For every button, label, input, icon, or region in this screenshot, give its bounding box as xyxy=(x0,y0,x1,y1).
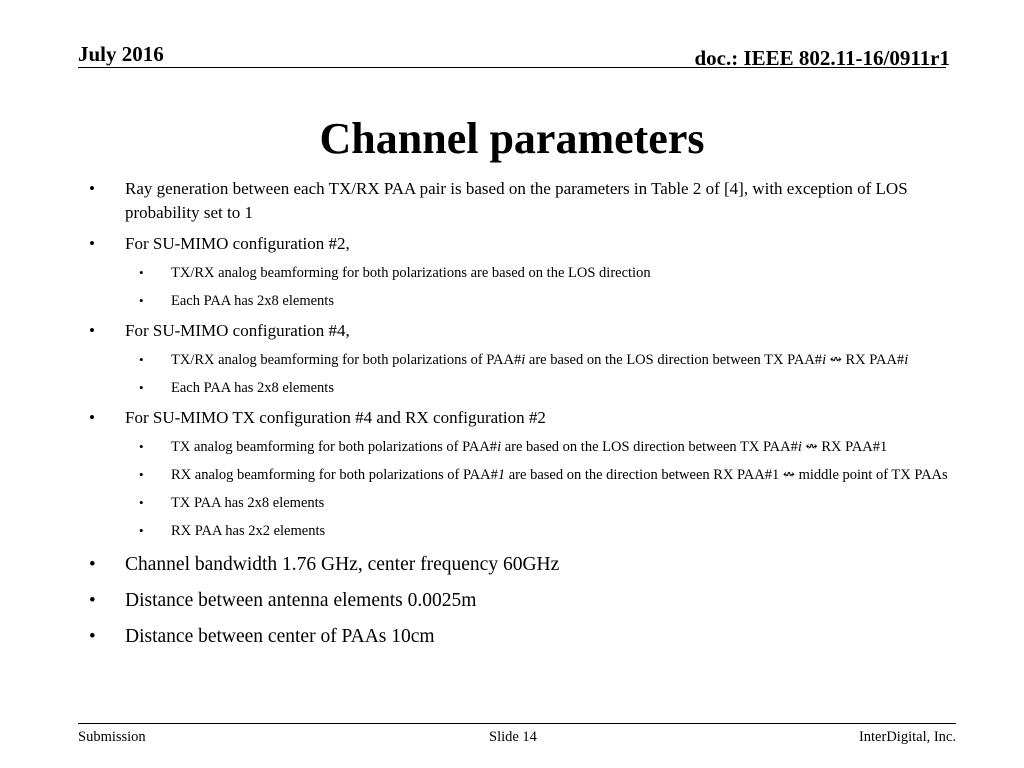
footer-divider xyxy=(78,723,956,724)
header-date: July 2016 xyxy=(78,42,164,66)
footer-company: InterDigital, Inc. xyxy=(858,729,956,745)
bullet-glyph: • xyxy=(89,554,96,575)
sub-bullet-paa-elements xyxy=(80,378,960,398)
bullet-glyph: • xyxy=(89,408,95,427)
sub-bullet-text: RX PAA has 2x2 elements xyxy=(171,523,326,539)
bullet-text: For SU-MIMO configuration #2, xyxy=(125,234,350,253)
sub-bullet-text: TX PAA has 2x8 elements xyxy=(171,495,325,511)
sub-bullet-glyph: • xyxy=(139,467,144,482)
sub-bullet-rx-paa-elements xyxy=(80,521,960,541)
sub-bullet-glyph: • xyxy=(139,293,144,308)
slide-content xyxy=(80,177,960,660)
header-doc-id: doc.: IEEE 802.11-16/0911r1 xyxy=(694,46,950,70)
sub-bullet-beamforming xyxy=(80,263,960,283)
bullet-text: Ray generation between each TX/RX PAA pair is based on the parameters in Table 2 of [4], with exception of LOS probability set to 1 xyxy=(125,179,908,222)
sub-bullet-glyph: • xyxy=(139,439,144,454)
bullet-glyph: • xyxy=(89,179,95,198)
bullet-ray-generation xyxy=(80,177,960,225)
bullet-text: For SU-MIMO TX configuration #4 and RX configuration #2 xyxy=(125,408,546,427)
sub-bullet-glyph: • xyxy=(139,380,144,395)
sub-bullet-text: TX/RX analog beamforming for both polarizations are based on the LOS direction xyxy=(171,265,651,281)
bullet-text: For SU-MIMO configuration #4, xyxy=(125,321,350,340)
bullet-glyph: • xyxy=(89,321,95,340)
sub-bullet-text: TX analog beamforming for both polarizations of PAA#i are based on the LOS direction between TX PAA#i ↭ RX PAA#1 xyxy=(171,439,888,455)
sub-bullet-glyph: • xyxy=(139,265,144,280)
sub-bullet-text: Each PAA has 2x8 elements xyxy=(171,293,334,309)
sub-bullet-text: Each PAA has 2x8 elements xyxy=(171,380,334,396)
header-divider xyxy=(78,67,946,68)
sub-bullet-text: TX/RX analog beamforming for both polarizations of PAA#i are based on the LOS direction between TX PAA#i ↭ RX PAA#i xyxy=(171,352,909,368)
bullet-text: Distance between antenna elements 0.0025m xyxy=(125,590,477,611)
footer-slide-number: Slide 14 xyxy=(489,729,537,745)
bullet-su-mimo-config-2 xyxy=(80,232,960,256)
bullet-paa-distance xyxy=(80,624,960,650)
sub-bullet-glyph: • xyxy=(139,495,144,510)
bullet-text: Channel bandwidth 1.76 GHz, center frequency 60GHz xyxy=(125,554,560,575)
footer-submission: Submission xyxy=(78,729,146,745)
slide-title: Channel parameters xyxy=(319,114,705,163)
sub-bullet-glyph: • xyxy=(139,523,144,538)
sub-bullet-text: RX analog beamforming for both polarizations of PAA#1 are based on the direction between RX PAA#1 ↭ middle point of TX PAAs xyxy=(171,467,948,483)
sub-bullet-rx-beamforming xyxy=(80,465,960,485)
sub-bullet-tx-beamforming xyxy=(80,437,960,457)
bullet-antenna-distance xyxy=(80,588,960,614)
bullet-channel-bandwidth xyxy=(80,552,960,578)
sub-bullet-tx-paa-elements xyxy=(80,493,960,513)
bullet-su-mimo-config-4 xyxy=(80,319,960,343)
bullet-glyph: • xyxy=(89,626,96,647)
sub-bullet-glyph: • xyxy=(139,352,144,367)
sub-bullet-beamforming xyxy=(80,350,960,370)
bullet-glyph: • xyxy=(89,590,96,611)
sub-bullet-paa-elements xyxy=(80,291,960,311)
bullet-glyph: • xyxy=(89,234,95,253)
bullet-su-mimo-tx4-rx2 xyxy=(80,406,960,430)
bullet-text: Distance between center of PAAs 10cm xyxy=(125,626,435,647)
